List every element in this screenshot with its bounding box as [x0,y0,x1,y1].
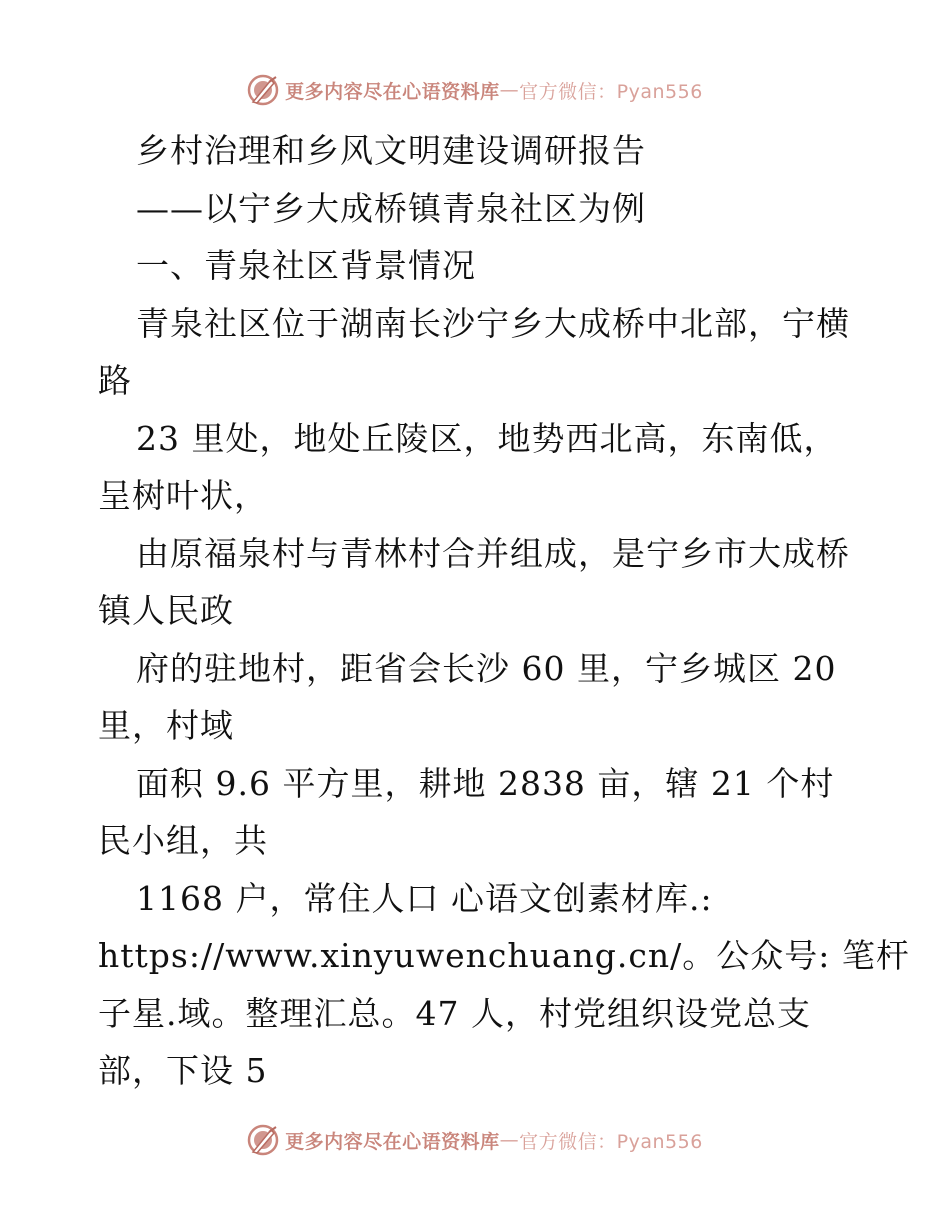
paragraph-line: 里，村域 [98,706,234,745]
quill-pen-logo-icon [247,1124,279,1156]
paragraph-line: 23 里处，地处丘陵区，地势西北高，东南低， [136,418,838,458]
paragraph-line: 由原福泉村与青林村合并组成，是宁乡市大成桥 [136,533,850,573]
section-heading: 一、青泉社区背景情况 [136,246,476,285]
paragraph-line: 青泉社区位于湖南长沙宁乡大成桥中北部，宁横 [136,303,850,343]
document-body [98,122,910,1100]
banner-wechat-text: 官方微信：Pyan556 [519,80,703,103]
quill-pen-logo-icon [247,74,279,106]
paragraph-line: 1168 户，常住人口 心语文创素材库.: [136,878,713,918]
banner-separator: — [499,1129,520,1151]
paragraph-line: 面积 9.6 平方里，耕地 2838 亩，辖 21 个村 [136,763,835,803]
footer-banner [0,1118,950,1162]
header-banner [0,68,950,112]
paragraph-line: 子星.域。整理汇总。47 人，村党组织设党总支 [98,993,811,1033]
paragraph-line: 镇人民政 [98,591,234,630]
paragraph-line: 部，下设 5 [98,1051,268,1090]
paragraph-line: https://www.xinyuwenchuang.cn/。公众号: 笔杆 [98,936,910,975]
paragraph-line: 呈树叶状， [98,476,268,515]
banner-main-text: 更多内容尽在心语资料库 [285,80,500,103]
document-subtitle: ——以宁乡大成桥镇青泉社区为例 [136,188,646,228]
paragraph-line: 路 [98,361,132,400]
banner-separator: — [499,79,520,101]
paragraph-line: 民小组，共 [98,821,268,860]
banner-wechat-text: 官方微信：Pyan556 [519,1130,703,1153]
paragraph-line: 府的驻地村，距省会长沙 60 里，宁乡城区 20 [136,648,837,688]
banner-main-text: 更多内容尽在心语资料库 [285,1130,500,1153]
document-title: 乡村治理和乡风文明建设调研报告 [136,131,646,170]
